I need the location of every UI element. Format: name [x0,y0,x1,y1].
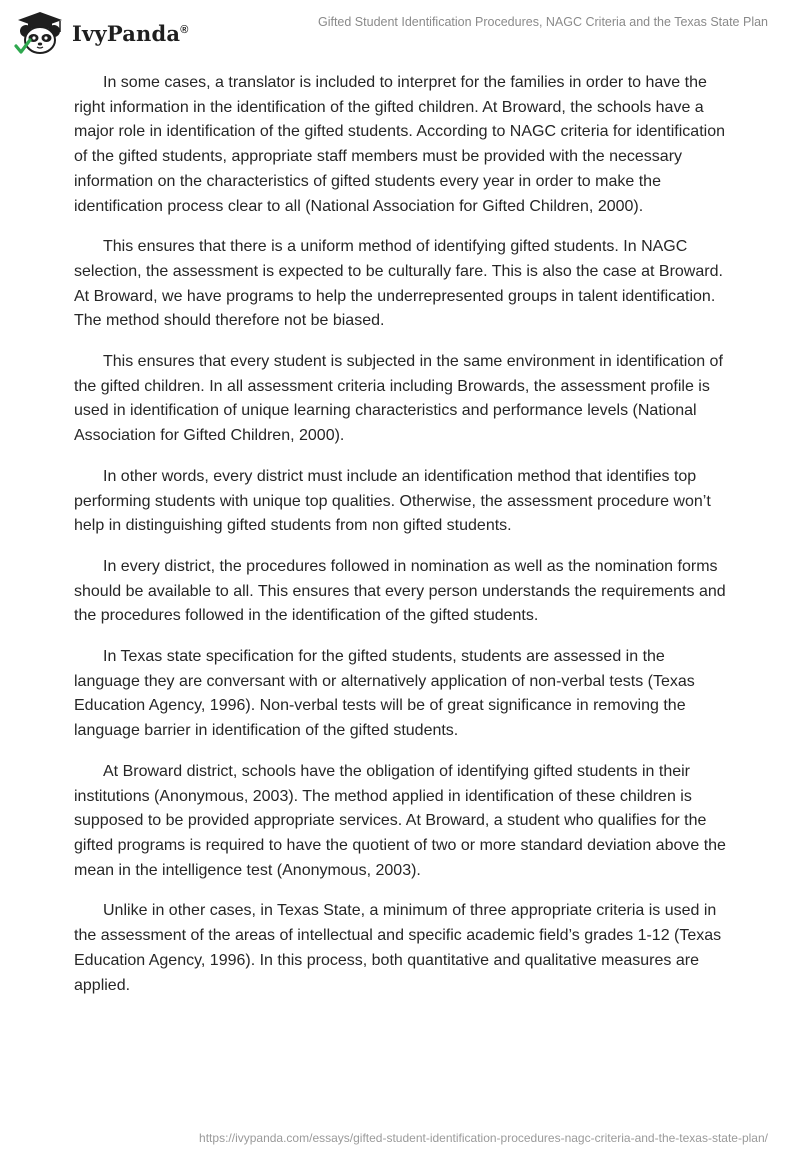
paragraph: In some cases, a translator is included to interpret for the families in order to have the right information in the identification of the gifted children. At Broward, the schools have a major role in identification of the gifted students. According to NAGC criteria for identification of the gifted students, appropriate staff members must be provided with the necessary information on the characteristics of gifted students every year in order to make the identification process clear to all (National Association for Gifted Children, 2000). [74,74,725,215]
paragraph: In other words, every district must include an identification method that identifies top performing students with unique top qualities. Otherwise, the assessment procedure won’t help in distinguishing gifted students from non gifted students. [74,467,711,535]
paragraph: This ensures that there is a uniform method of identifying gifted students. In NAGC selection, the assessment is expected to be culturally fare. This is also the case at Broward. At Broward, we have programs to help the underrepresented groups in talent identification. The method should therefore not be biased. [74,238,723,330]
page-header [0,0,800,70]
paragraph: In Texas state specification for the gifted students, students are assessed in the language they are conversant with or alternatively application of non-verbal tests (Texas Education Agency, 1996). Non-verbal tests will be of great significance in removing the language barrier in identification of the gifted students. [74,648,695,740]
paragraph: In every district, the procedures followed in nomination as well as the nomination forms should be available to all. This ensures that every person understands the requirements and the procedures followed in the identification of the gifted students. [74,557,726,625]
paragraph: Unlike in other cases, in Texas State, a minimum of three appropriate criteria is used in the assessment of the areas of intellectual and specific academic field’s grades 1-12 (Texas Education Agency, 1996). In this process, both quantitative and qualitative measures are applied. [74,902,722,994]
source-url-link[interactable]: https://ivypanda.com/essays/gifted-student-identification-procedures-nagc-criteria-and-the-texas-state-plan/ [199,1131,768,1145]
paragraph: At Broward district, schools have the obligation of identifying gifted students in their institutions (Anonymous, 2003). The method applied in identification of these children is supposed to be provided appropriate services. At Broward, a student who qualifies for the gifted programs is required to have the quotient of two or more standard deviation above the mean in the intelligence test (Anonymous, 2003). [74,762,726,879]
brand-name: IvyPanda® [72,20,189,46]
essay-body [74,71,734,1014]
paragraph: This ensures that every student is subjected in the same environment in identification of the gifted children. In all assessment criteria including Browards, the assessment profile is used in identification of unique learning characteristics and performance levels (National Association for Gifted Children, 2000). [74,353,723,445]
brand-logo[interactable] [14,10,189,56]
registered-mark: ® [180,23,189,36]
panda-graduate-icon [14,10,66,56]
document-title: Gifted Student Identification Procedures, NAGC Criteria and the Texas State Plan [317,15,768,29]
